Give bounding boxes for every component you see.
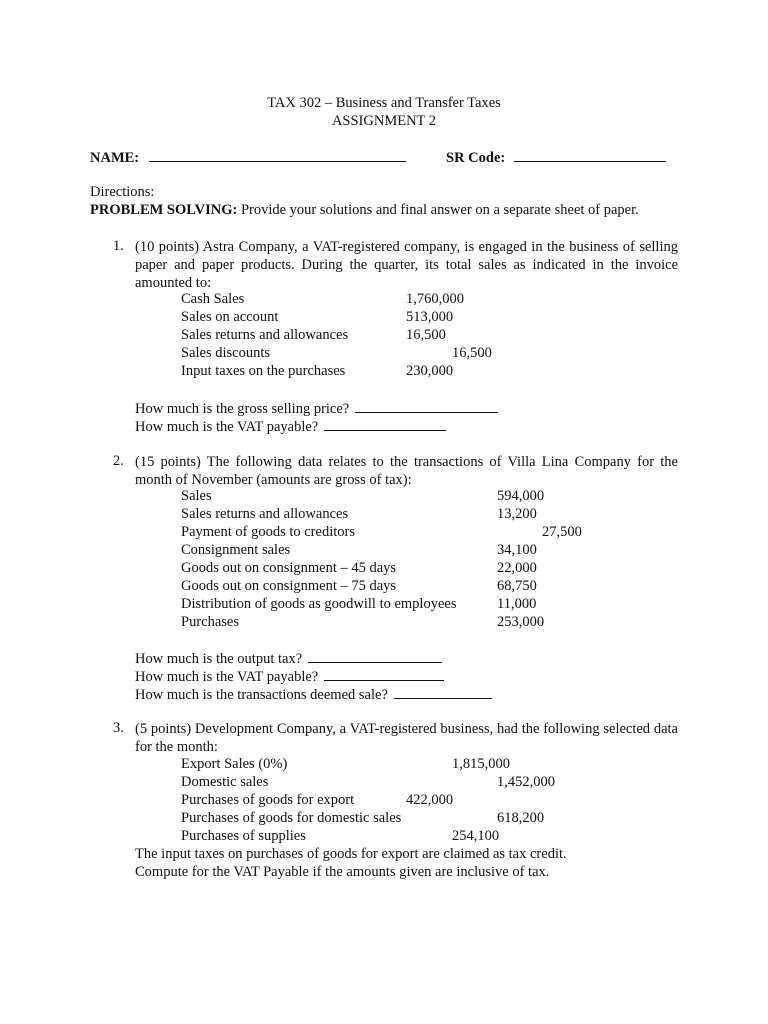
q2-question: How much is the VAT payable? bbox=[135, 667, 444, 686]
q2-item-label: Sales bbox=[181, 488, 212, 504]
q2-text: (15 points) The following data relates to the transactions of Villa Lina Company for the month of November (amounts are gross of tax): bbox=[135, 454, 678, 488]
problem-solving-label: PROBLEM SOLVING: bbox=[90, 202, 238, 218]
q2-item-value: 34,100 bbox=[497, 542, 537, 558]
q1-question: How much is the VAT payable? bbox=[135, 417, 446, 436]
q1-question: How much is the gross selling price? bbox=[135, 399, 498, 418]
srcode-field bbox=[446, 148, 666, 167]
q2-item-value: 68,750 bbox=[497, 578, 537, 594]
answer-blank-line[interactable] bbox=[394, 685, 492, 699]
q1-item-value: 16,500 bbox=[452, 345, 492, 361]
q2-item-label: Payment of goods to creditors bbox=[181, 524, 355, 540]
q2-item-value: 13,200 bbox=[497, 506, 537, 522]
q1-item-value: 16,500 bbox=[406, 327, 446, 343]
answer-blank-line[interactable] bbox=[355, 399, 498, 413]
srcode-label: SR Code: bbox=[446, 150, 506, 166]
q3-item-label: Domestic sales bbox=[181, 774, 269, 790]
q3-item-label: Purchases of supplies bbox=[181, 828, 306, 844]
answer-blank-line[interactable] bbox=[324, 417, 446, 431]
q1-text: (10 points) Astra Company, a VAT-registered company, is engaged in the business of selling paper and paper products. During the quarter, its total sales as indicated in the invoice amounted to: bbox=[135, 239, 678, 291]
q3-item-label: Purchases of goods for export bbox=[181, 792, 355, 808]
q3-text: (5 points) Development Company, a VAT-registered business, had the following selected data for the month: bbox=[135, 721, 678, 755]
problem-solving-text: Provide your solutions and final answer on a separate sheet of paper. bbox=[237, 202, 639, 218]
q2-item-label: Sales returns and allowances bbox=[181, 506, 349, 522]
q2-item-value: 27,500 bbox=[542, 524, 582, 540]
q1-item-value: 513,000 bbox=[406, 309, 454, 325]
q1-item-label: Sales on account bbox=[181, 309, 279, 325]
q3-item-value: 1,815,000 bbox=[452, 756, 510, 772]
q2-question: How much is the output tax? bbox=[135, 649, 442, 668]
q3-item-label: Purchases of goods for domestic sales bbox=[181, 810, 402, 826]
q1-item-label: Sales returns and allowances bbox=[181, 327, 349, 343]
q2-item-label: Purchases bbox=[181, 614, 239, 630]
directions-label: Directions: bbox=[90, 184, 155, 200]
q2-item-label: Goods out on consignment – 75 days bbox=[181, 578, 397, 594]
q2-item-value: 22,000 bbox=[497, 560, 537, 576]
q2-number: 2. bbox=[113, 453, 124, 469]
name-field bbox=[90, 148, 406, 167]
srcode-blank-line[interactable] bbox=[514, 148, 666, 162]
q2-item-value: 594,000 bbox=[497, 488, 545, 504]
q1-number: 1. bbox=[113, 238, 124, 254]
q2-item-label: Goods out on consignment – 45 days bbox=[181, 560, 397, 576]
q2-item-label: Distribution of goods as goodwill to employees bbox=[181, 596, 457, 612]
q2-question: How much is the transactions deemed sale? bbox=[135, 685, 492, 704]
assignment-title: ASSIGNMENT 2 bbox=[331, 113, 437, 129]
q1-item-label: Input taxes on the purchases bbox=[181, 363, 346, 379]
q3-note: The input taxes on purchases of goods for export are claimed as tax credit. bbox=[135, 846, 567, 862]
q1-item-label: Sales discounts bbox=[181, 345, 271, 361]
q3-item-value: 254,100 bbox=[452, 828, 500, 844]
answer-blank-line[interactable] bbox=[308, 649, 442, 663]
q2-item-label: Consignment sales bbox=[181, 542, 291, 558]
q3-item-value: 422,000 bbox=[406, 792, 454, 808]
name-blank-line[interactable] bbox=[149, 148, 406, 162]
q1-item-label: Cash Sales bbox=[181, 291, 245, 307]
q3-item-value: 1,452,000 bbox=[497, 774, 555, 790]
answer-blank-line[interactable] bbox=[324, 667, 444, 681]
q3-number: 3. bbox=[113, 720, 124, 736]
name-label: NAME: bbox=[90, 150, 140, 166]
course-title: TAX 302 – Business and Transfer Taxes bbox=[267, 95, 501, 111]
q1-item-value: 230,000 bbox=[406, 363, 454, 379]
q2-item-value: 11,000 bbox=[497, 596, 537, 612]
directions-problem-solving bbox=[90, 202, 639, 219]
q1-item-value: 1,760,000 bbox=[406, 291, 464, 307]
q3-item-label: Export Sales (0%) bbox=[181, 756, 288, 772]
q2-item-value: 253,000 bbox=[497, 614, 545, 630]
q3-note: Compute for the VAT Payable if the amounts given are inclusive of tax. bbox=[135, 864, 550, 880]
q3-item-value: 618,200 bbox=[497, 810, 545, 826]
